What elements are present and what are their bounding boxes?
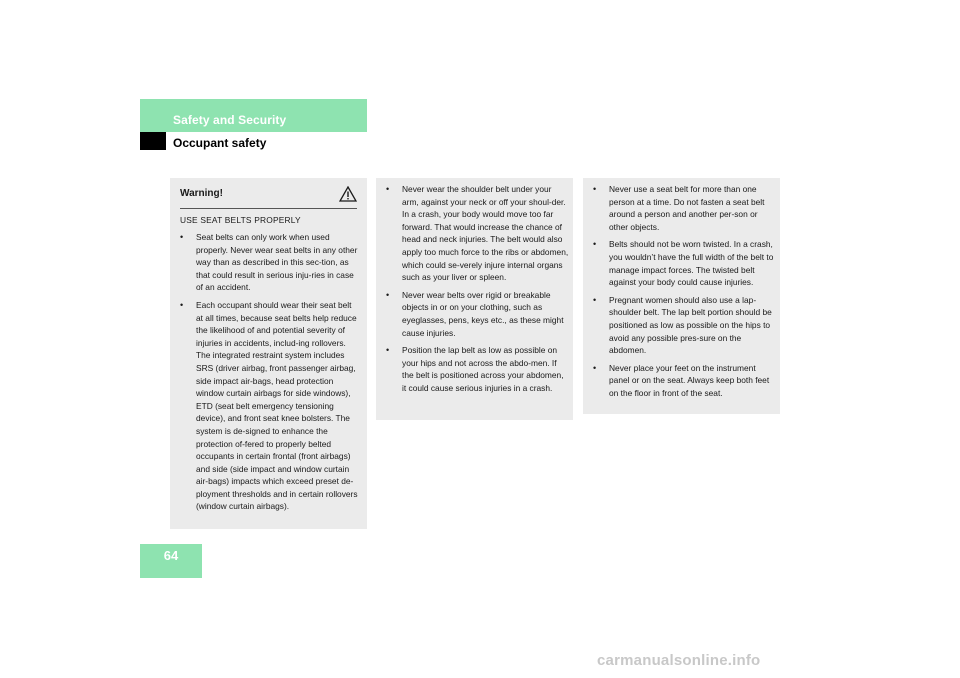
list-item: • Never use a seat belt for more than one person at a time. Do not fasten a seat belt around a person and another per-son or other objects. [593, 183, 776, 233]
list-item: • Never wear the shoulder belt under your arm, against your neck or off your shoul-der. In a crash, your body would move too far forward. That would increase the chance of head and neck injuries. The belt would also apply too much force to the ribs or abdomen, which could se-verely injure internal organs such as your liver or spleen. [386, 183, 569, 284]
column-3-bullet-list [593, 183, 776, 405]
list-item: • Each occupant should wear their seat belt at all times, because seat belts help reduce the likelihood of and potential severity of injuries in accidents, includ-ing rollovers. The integrated restraint system includes SRS (driver airbag, front passenger airbag, side impact air-bags, head protection window curtain airbags for side windows), ETD (seat belt emergency tensioning device), and front seat knee bolsters. The system is de-signed to enhance the protection of-fered to properly belted occupants in certain frontal (front airbags) and side (side impact and window curtain air-bags) impacts which exceed preset de-ployment thresholds and in certain rollovers (window curtain airbags). [180, 299, 360, 513]
warning-subtitle: USE SEAT BELTS PROPERLY [180, 215, 301, 225]
column-3-box [583, 178, 780, 414]
section-title: Occupant safety [173, 136, 267, 150]
warning-box [170, 178, 367, 529]
list-item: • Pregnant women should also use a lap-shoulder belt. The lap belt portion should be positioned as low as possible on the hips to avoid any possible pres-sure on the abdomen. [593, 294, 776, 357]
warning-title: Warning! [180, 188, 223, 199]
list-item: • Belts should not be worn twisted. In a crash, you wouldn’t have the full width of the belt to manage impact forces. The twisted belt against your body could cause injuries. [593, 238, 776, 288]
list-item: • Never place your feet on the instrument panel or on the seat. Always keep both feet on the floor in front of the seat. [593, 362, 776, 400]
list-item: • Position the lap belt as low as possible on your hips and not across the abdo-men. If the belt is positioned across your abdomen, it could cause serious injuries in a crash. [386, 344, 569, 394]
page-number: 64 [163, 548, 179, 563]
list-item: • Seat belts can only work when used properly. Never wear seat belts in any other way than as described in this sec-tion, as that could result in serious inju-ries in case of an accident. [180, 231, 360, 294]
chapter-title: Safety and Security [173, 113, 287, 127]
column-2-bullet-list [386, 183, 569, 400]
warning-triangle-icon [339, 186, 357, 202]
list-item: • Never wear belts over rigid or breakable objects in or on your clothing, such as eyeglasses, pens, keys etc., as these might cause injuries. [386, 289, 569, 339]
section-marker [140, 132, 166, 150]
warning-header [180, 186, 357, 209]
warning-bullet-list [180, 231, 360, 518]
column-2-box [376, 178, 573, 420]
watermark: carmanualsonline.info [597, 652, 761, 669]
